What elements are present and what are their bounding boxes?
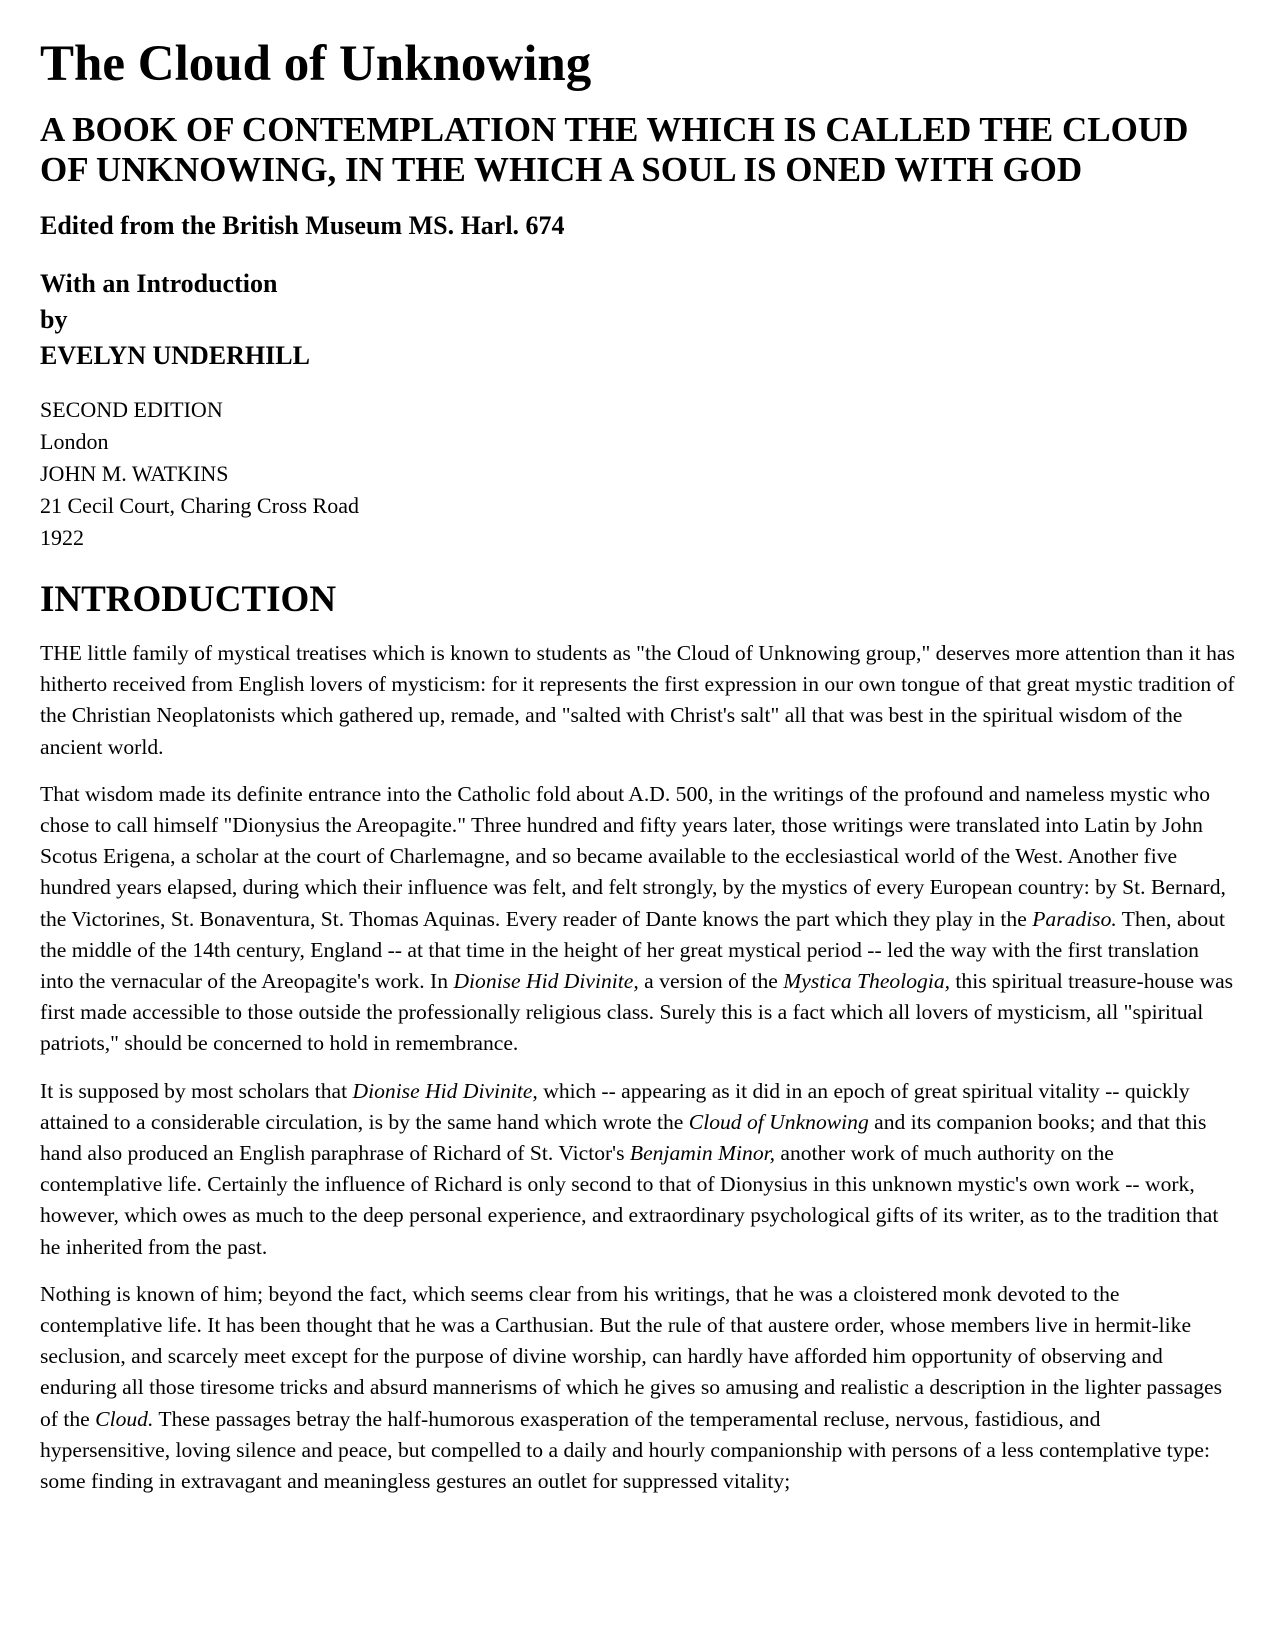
introduction-author: EVELYN UNDERHILL	[40, 341, 310, 370]
italic-title: Cloud of Unknowing	[688, 1109, 869, 1134]
paragraph-3: It is supposed by most scholars that Dionise Hid Divinite, which -- appearing as it did in an epoch of great spiritual vitality -- quickly attained to a considerable circulation, is by the same hand which wrote the Cloud of Unknowing and its companion books; and that this hand also produced an English paraphrase of Richard of St. Victor's Benjamin Minor, another work of much authority on the contemplative life. Certainly the influence of Richard is only second to that of Dionysius in this unknown mystic's own work -- work, however, which owes as much to the deep personal experience, and extraordinary psychological gifts of its writer, as to the tradition that he inherited from the past.	[40, 1078, 1219, 1259]
book-subtitle: A BOOK OF CONTEMPLATION THE WHICH IS CALLED THE CLOUD OF UNKNOWING, IN THE WHICH A SOUL IS ONED WITH GOD	[40, 110, 1189, 189]
italic-title: Dionise Hid Divinite,	[352, 1078, 538, 1103]
publisher: JOHN M. WATKINS	[40, 461, 229, 486]
city: London	[40, 429, 109, 454]
edited-from-line: Edited from the British Museum MS. Harl. 674	[40, 211, 565, 240]
paragraph-4: Nothing is known of him; beyond the fact, which seems clear from his writings, that he was a cloistered monk devoted to the contemplative life. It has been thought that he was a Carthusian. But the rule of that austere order, whose members live in hermit-like seclusion, and scarcely meet except for the purpose of divine worship, can hardly have afforded him opportunity of observing and enduring all those tiresome tricks and absurd mannerisms of which he gives so amusing and realistic a description in the lighter passages of the Cloud. These passages betray the half-humorous exasperation of the temperamental recluse, nervous, fastidious, and hypersensitive, loving silence and peace, but compelled to a daily and hourly companionship with persons of a less contemplative type: some finding in extravagant and meaningless gestures an outlet for suppressed vitality;	[40, 1281, 1222, 1494]
introduction-heading: INTRODUCTION	[40, 579, 337, 620]
italic-title: Dionise Hid Divinite,	[453, 969, 639, 994]
introduction-credit	[40, 266, 1235, 374]
paragraph-1: THE little family of mystical treatises which is known to students as "the Cloud of Unknowing group," deserves more attention than it has hitherto received from English lovers of mysticism: for it represents the first expression in our own tongue of that great mystic tradition of the Christian Neoplatonists which gathered up, remade, and "salted with Christ's salt" all that was best in the spiritual wisdom of the ancient world.	[40, 641, 1235, 759]
publisher-address: 21 Cecil Court, Charing Cross Road	[40, 493, 359, 518]
book-title: The Cloud of Unknowing	[40, 36, 592, 92]
italic-title: Benjamin Minor,	[629, 1141, 776, 1166]
introduction-credit-line1: With an Introduction	[40, 269, 278, 298]
publication-info	[40, 394, 1235, 554]
paragraph-2: That wisdom made its definite entrance into the Catholic fold about A.D. 500, in the writings of the profound and nameless mystic who chose to call himself "Dionysius the Areopagite." Three hundred and fifty years later, those writings were translated into Latin by John Scotus Erigena, a scholar at the court of Charlemagne, and so became available to the ecclesiastical world of the West. Another five hundred years elapsed, during which their influence was felt, and felt strongly, by the mystics of every European country: by St. Bernard, the Victorines, St. Bonaventura, St. Thomas Aquinas. Every reader of Dante knows the part which they play in the Paradiso. Then, about the middle of the 14th century, England -- at that time in the height of her great mystical period -- led the way with the first translation into the vernacular of the Areopagite's work. In Dionise Hid Divinite, a version of the Mystica Theologia, this spiritual treasure-house was first made accessible to those outside the professionally religious class. Surely this is a fact which all lovers of mysticism, all "spiritual patriots," should be concerned to hold in remembrance.	[40, 781, 1234, 1056]
publication-year: 1922	[40, 525, 84, 550]
italic-title: Paradiso.	[1032, 906, 1117, 931]
italic-title: Cloud.	[95, 1406, 154, 1431]
introduction-credit-line2: by	[40, 305, 68, 334]
edition: SECOND EDITION	[40, 397, 223, 422]
italic-title: Mystica Theologia,	[783, 969, 951, 994]
